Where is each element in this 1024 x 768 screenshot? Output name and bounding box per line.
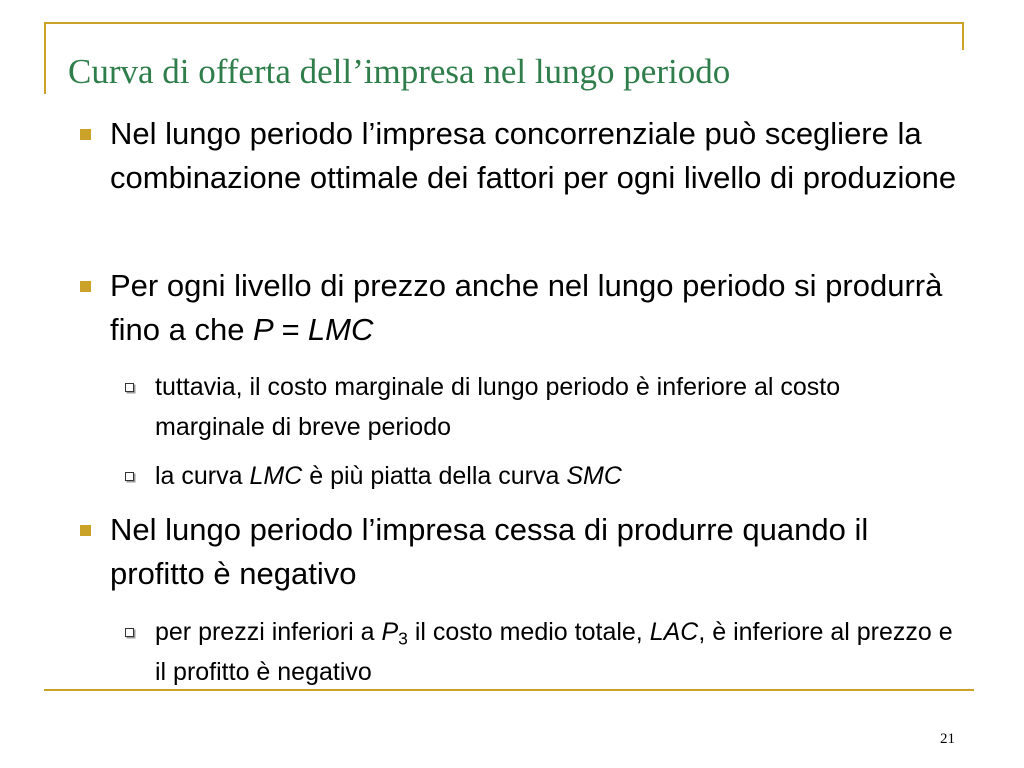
- hollow-square-bullet-icon: [125, 472, 134, 481]
- sub-bullet-2-1: [155, 367, 955, 447]
- smc-label: SMC: [566, 462, 622, 490]
- bullet-3-text: Nel lungo periodo l’impresa cessa di produrre quando il profitto è negativo: [110, 512, 869, 591]
- frame-bottom-line: [44, 689, 974, 691]
- sub-bullet-2-2-text-c: è più piatta della curva: [302, 462, 567, 490]
- page-number: 21: [940, 731, 955, 747]
- sub-bullet-2-2: [155, 456, 955, 496]
- sub-bullet-3-1: [155, 612, 955, 692]
- frame-top-line: [44, 22, 964, 24]
- slide-title: Curva di offerta dell’impresa nel lungo periodo: [68, 52, 731, 91]
- lmc-label: LMC: [249, 462, 303, 490]
- frame-right-line: [962, 22, 964, 50]
- frame-left-line: [44, 22, 46, 94]
- bullet-3: [110, 508, 970, 596]
- p3-subscript: 3: [398, 628, 408, 649]
- sub-bullet-2-2-text-a: la curva: [155, 462, 250, 490]
- square-bullet-icon: [80, 281, 91, 292]
- bullet-2-formula: P = LMC: [253, 312, 374, 347]
- square-bullet-icon: [80, 525, 91, 536]
- bullet-1-text: Nel lungo periodo l’impresa concorrenziale può scegliere la combinazione ottimale dei fattori per ogni livello di produzione: [110, 116, 957, 195]
- sub-bullet-3-1-text-e: , è inferiore al prezzo e il profitto è negativo: [155, 618, 953, 686]
- bullet-2: [110, 264, 970, 352]
- sub-bullet-3-1-text-c: il costo medio totale,: [407, 618, 650, 646]
- p3-label: P: [381, 618, 399, 646]
- bullet-2-text: Per ogni livello di prezzo anche nel lungo periodo si produrrà fino a che: [110, 268, 943, 347]
- sub-bullet-2-1-text: tuttavia, il costo marginale di lungo periodo è inferiore al costo marginale di breve periodo: [155, 373, 841, 441]
- lac-label: LAC: [649, 618, 699, 646]
- hollow-square-bullet-icon: [125, 628, 134, 637]
- square-bullet-icon: [80, 129, 91, 140]
- bullet-1: [110, 112, 970, 200]
- hollow-square-bullet-icon: [125, 383, 134, 392]
- sub-bullet-3-1-text-a: per prezzi inferiori a: [155, 618, 382, 646]
